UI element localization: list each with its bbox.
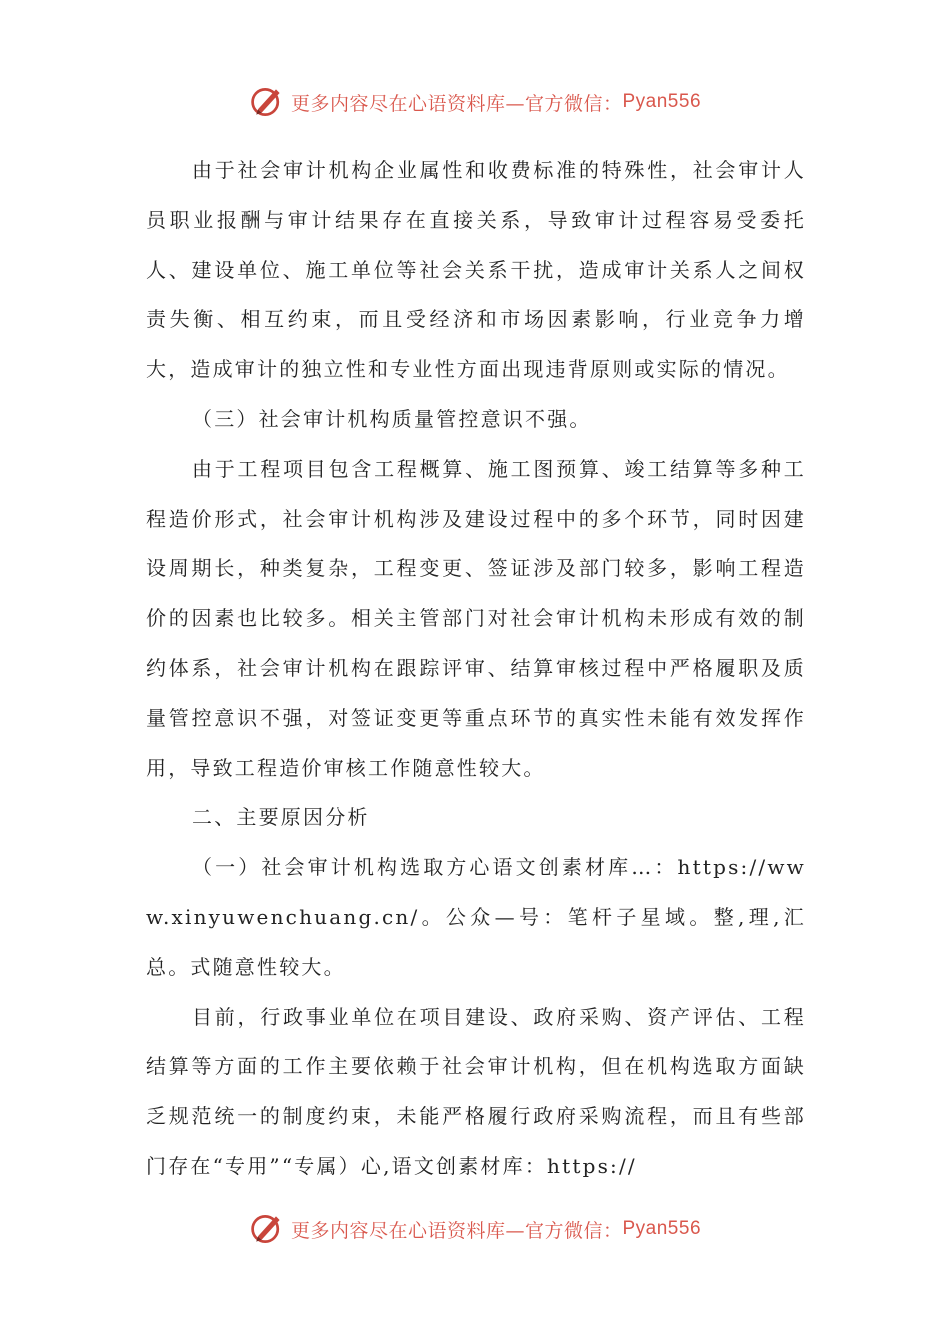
banner-wechat-id: Pyan556: [622, 91, 702, 112]
document-body: [146, 146, 806, 1192]
pen-logo-icon: [249, 84, 285, 120]
paragraph: 目前，行政事业单位在项目建设、政府采购、资产评估、工程结算等方面的工作主要依赖于社会审计机构，但在机构选取方面缺乏规范统一的制度约束，未能严格履行政府采购流程，而且有些部门存在“专用”“专属）心,语文创素材库：https://: [146, 1004, 806, 1178]
footer-watermark-banner: [0, 1209, 950, 1249]
pen-logo-icon: [249, 1211, 285, 1247]
paragraph: 由于社会审计机构企业属性和收费标准的特殊性，社会审计人员职业报酬与审计结果存在直接关系，导致审计过程容易受委托人、建设单位、施工单位等社会关系干扰，造成审计关系人之间权责失衡、相互约束，而且受经济和市场因素影响，行业竞争力增大，造成审计的独立性和专业性方面出现违背原则或实际的情况。: [146, 158, 806, 382]
header-watermark-banner: [0, 82, 950, 122]
section-heading: 二、主要原因分析: [192, 805, 370, 830]
banner-wechat-id: Pyan556: [622, 1218, 702, 1239]
paragraph: （一）社会审计机构选取方心语文创素材库…：https://www.xinyuwenchuang.cn/。公众—号：笔杆子星域。整,理,汇总。式随意性较大。: [146, 855, 806, 979]
banner-text: 更多内容尽在心语资料库—官方微信：: [290, 1219, 623, 1242]
banner-text: 更多内容尽在心语资料库—官方微信：: [290, 92, 623, 115]
paragraph: 由于工程项目包含工程概算、施工图预算、竣工结算等多种工程造价形式，社会审计机构涉及建设过程中的多个环节，同时因建设周期长，种类复杂，工程变更、签证涉及部门较多，影响工程造价的因素也比较多。相关主管部门对社会审计机构未形成有效的制约体系，社会审计机构在跟踪评审、结算审核过程中严格履职及质量管控意识不强，对签证变更等重点环节的真实性未能有效发挥作用，导致工程造价审核工作随意性较大。: [146, 456, 806, 780]
section-heading: （三）社会审计机构质量管控意识不强。: [192, 406, 592, 431]
